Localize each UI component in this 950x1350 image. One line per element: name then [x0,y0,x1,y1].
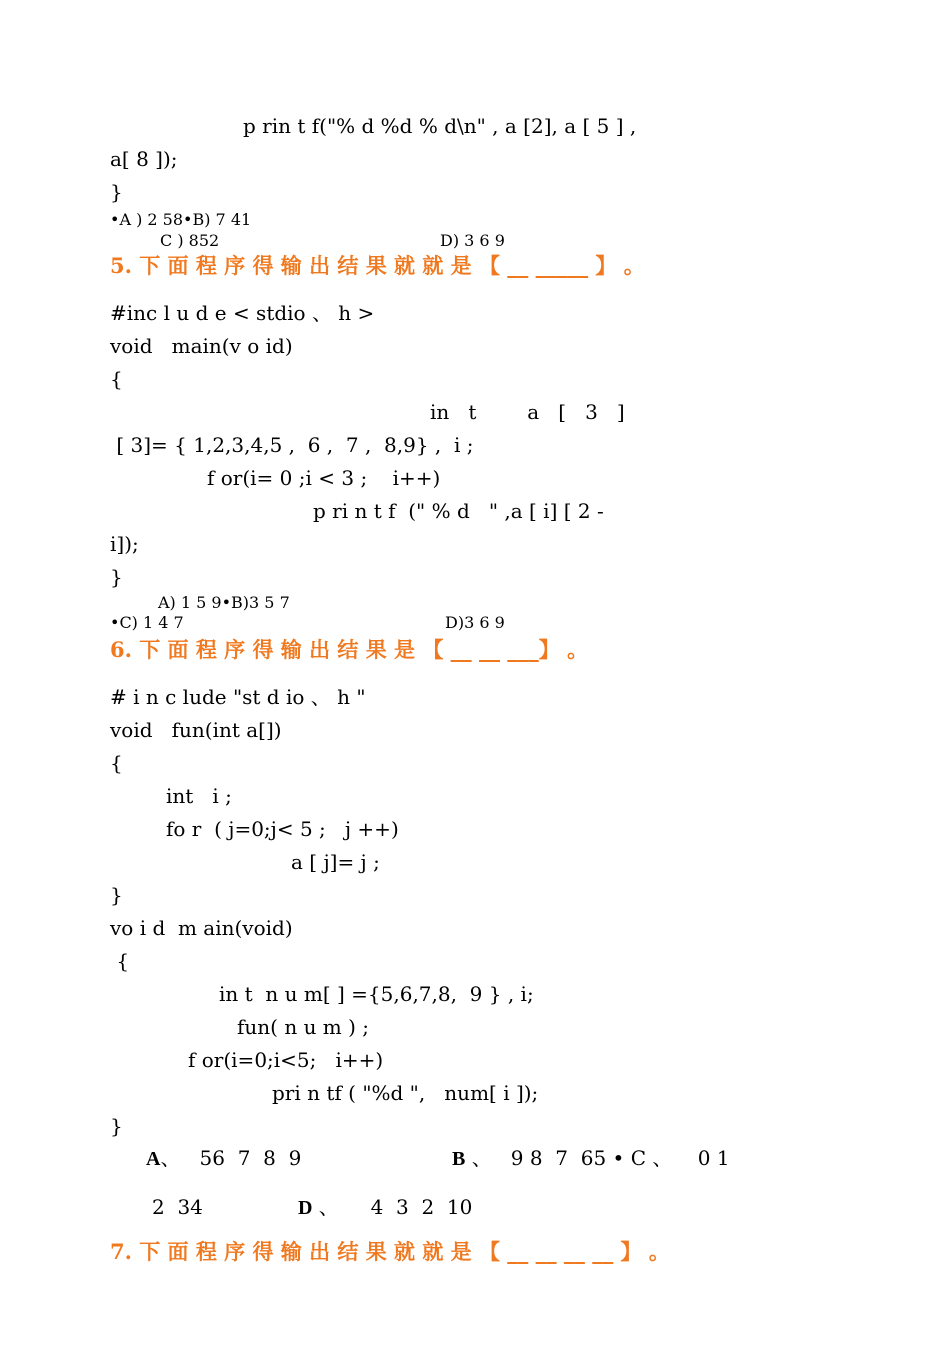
code-line: } [110,180,123,204]
code-line: { [110,367,123,391]
code-line: void fun(int a[]) [110,718,282,742]
code-line: in t n u m[ ] ={5,6,7,8, 9 } , i; [219,982,534,1006]
answer-option: •C) 1 4 7 [110,613,184,632]
code-line: a[ 8 ]); [110,147,178,171]
code-line: [ 3]= { 1,2,3,4,5 , 6 , 7 , 8,9} , i ; [110,433,474,457]
answer-option-b [452,1146,730,1171]
question-title: 7. 下 面 程 序 得 输 出 结 果 就 就 是 【 __ __ __ __ 】 。 [110,1239,670,1264]
question-title: 5. 下 面 程 序 得 输 出 结 果 就 就 是 【 __ _____ 】 。 [110,253,645,278]
question-title: 6. 下 面 程 序 得 输 出 结 果 是 【 __ __ ___】 。 [110,637,589,662]
option-letter: D [298,1197,313,1219]
code-line: fo r ( j=0;j< 5 ; j ++) [166,817,399,841]
answer-option: C ) 852 [160,231,220,250]
answer-option: D) 3 6 9 [440,231,505,250]
code-line: p rin t f("% d %d % d\n" , a [2], a [ 5 ] , [243,114,637,138]
option-letter: A [146,1148,161,1170]
answer-option: A) 1 5 9•B)3 5 7 [158,593,290,612]
code-line: int i ; [166,784,232,808]
answer-option: •A ) 2 58•B) 7 41 [110,210,252,229]
code-line: } [110,1114,123,1138]
code-line: pri n tf ( "%d ", num[ i ]); [272,1081,539,1105]
code-line: fun( n u m ) ; [237,1015,370,1039]
code-line: in t a [ 3 ] [430,400,625,424]
answer-option-a [146,1146,301,1171]
code-line: { [110,751,123,775]
code-line: a [ j]= j ; [291,850,380,874]
code-line: f or(i=0;i<5; i++) [188,1048,384,1072]
option-letter: B [452,1148,466,1170]
code-line: { [110,949,130,973]
code-line: vo i d m ain(void) [110,916,293,940]
option-text: 、 56 7 8 9 [160,1146,302,1170]
option-text: 、 4 3 2 10 [312,1195,473,1219]
answer-option-c-cont: 2 34 [152,1195,203,1219]
code-line: f or(i= 0 ;i < 3 ; i++) [207,466,441,490]
answer-option-d [298,1195,472,1220]
code-line: void main(v o id) [110,334,293,358]
option-text: 、 9 8 7 65 • C 、 0 1 [465,1146,730,1170]
answer-option: D)3 6 9 [445,613,505,632]
code-line: # i n c lude "st d io 、 h " [110,685,366,709]
code-line: i]); [110,532,139,556]
code-line: } [110,883,123,907]
code-line: } [110,565,123,589]
code-line: p ri n t f (" % d " ,a [ i] [ 2 - [313,499,604,523]
code-line: #inc l u d e < stdio 、 h > [110,301,375,325]
